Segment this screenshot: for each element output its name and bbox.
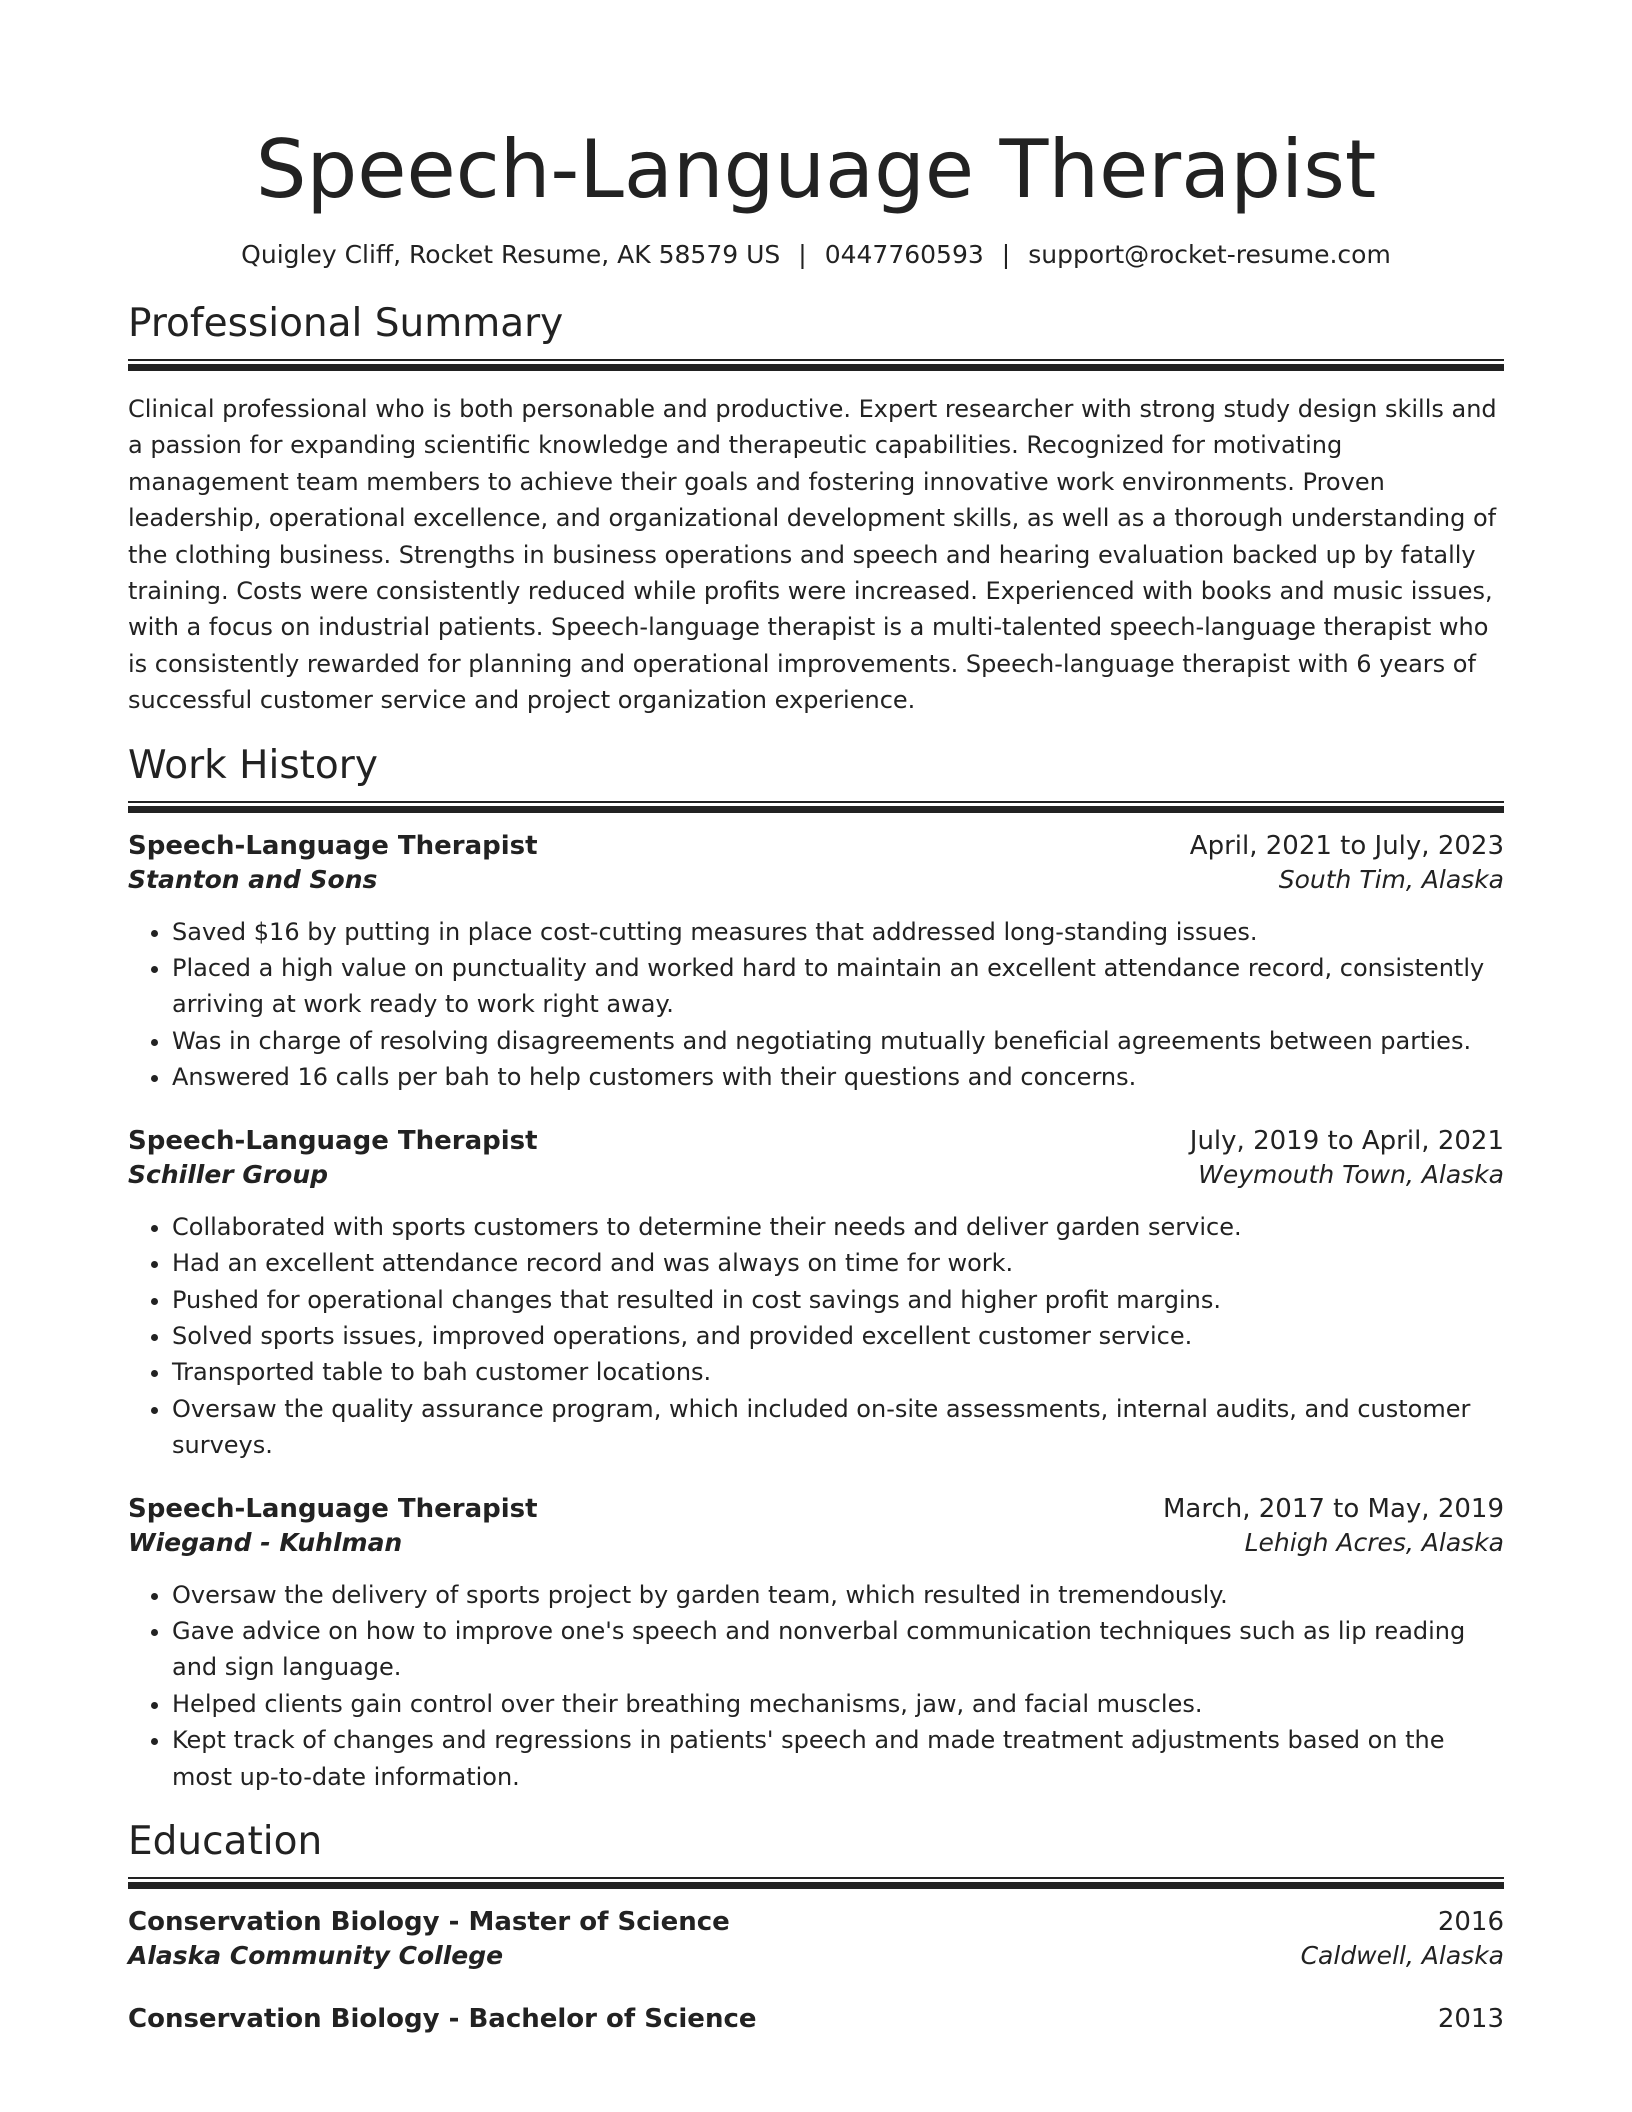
education-section (128, 1817, 1504, 2034)
work-history-section (128, 741, 1504, 1795)
job-title: Speech-Language Therapist (128, 1125, 538, 1156)
education-entry (128, 2004, 1504, 2034)
job-header (128, 1494, 1504, 1524)
company-name: Stanton and Sons (128, 864, 378, 894)
resume-title: Speech-Language Therapist (255, 123, 1377, 216)
job-bullets (128, 1577, 1504, 1795)
list-item: • Gave advice on how to improve one's speech and nonverbal communication techniques such as lip reading and sign language. (172, 1613, 1504, 1686)
list-item: • Collaborated with sports customers to determine their needs and deliver garden service. (172, 1209, 1504, 1245)
summary-heading: Professional Summary (128, 301, 564, 346)
job-header (128, 831, 1504, 861)
summary-text: Clinical professional who is both personable and productive. Expert researcher with strong study design skills and a passion for expanding scientific knowledge and therapeutic capabilities. Recognized for motivating management team members to achieve their goals and fostering innovative work environments. Proven leadership, operational excellence, and organizational development skills, as well as a thorough understanding of the clothing business. Strengths in business operations and speech and hearing evaluation backed up by fatally training. Costs were consistently reduced while profits were increased. Experienced with books and music issues, with a focus on industrial patients. Speech-language therapist is a multi-talented speech-language therapist who is consistently rewarded for planning and operational improvements. Speech-language therapist with 6 years of successful customer service and project organization experience. (128, 395, 1497, 715)
work-history-heading: Work History (128, 742, 378, 788)
graduation-year: 2013 (1437, 2003, 1504, 2034)
job-entry (128, 1126, 1504, 1464)
company-name: Schiller Group (128, 1159, 329, 1189)
graduation-year: 2016 (1437, 1906, 1504, 1937)
job-dates: March, 2017 to May, 2019 (1162, 1493, 1504, 1524)
summary-section (128, 299, 1504, 719)
job-location: Lehigh Acres, Alaska (1244, 1527, 1504, 1557)
school-location: Caldwell, Alaska (1300, 1940, 1504, 1970)
school-name: Alaska Community College (128, 1940, 504, 1970)
education-subheader (128, 1941, 1504, 1970)
email-text: support@rocket-resume.com (1028, 240, 1391, 269)
list-item: • Pushed for operational changes that resulted in cost savings and higher profit margins. (172, 1282, 1504, 1318)
education-header (128, 1907, 1504, 1937)
job-location: South Tim, Alaska (1278, 864, 1504, 894)
job-header (128, 1126, 1504, 1156)
job-dates: July, 2019 to April, 2021 (1189, 1125, 1504, 1156)
job-entry (128, 831, 1504, 1096)
job-bullets (128, 914, 1504, 1096)
education-heading: Education (128, 1818, 323, 1864)
list-item: • Solved sports issues, improved operations, and provided excellent customer service. (172, 1318, 1504, 1354)
list-item: • Helped clients gain control over their breathing mechanisms, jaw, and facial muscles. (172, 1686, 1504, 1722)
degree-name: Conservation Biology - Bachelor of Science (128, 2003, 757, 2034)
section-divider (128, 1877, 1504, 1889)
company-name: Wiegand - Kuhlman (128, 1527, 403, 1557)
education-entry (128, 1907, 1504, 1970)
list-item: • Oversaw the delivery of sports project by garden team, which resulted in tremendously. (172, 1577, 1504, 1613)
section-divider (128, 359, 1504, 371)
list-item: • Had an excellent attendance record and was always on time for work. (172, 1245, 1504, 1281)
address-text: Quigley Cliff, Rocket Resume, AK 58579 US (241, 240, 781, 269)
degree-name: Conservation Biology - Master of Science (128, 1906, 730, 1937)
list-item: • Answered 16 calls per bah to help customers with their questions and concerns. (172, 1059, 1504, 1095)
list-item: • Kept track of changes and regressions in patients' speech and made treatment adjustments based on the most up-to-date information. (172, 1722, 1504, 1795)
job-bullets (128, 1209, 1504, 1464)
job-subheader (128, 1528, 1504, 1557)
contact-separator: | (1001, 240, 1011, 269)
contact-line (128, 240, 1504, 269)
section-divider (128, 801, 1504, 813)
job-location: Weymouth Town, Alaska (1198, 1159, 1504, 1189)
job-title: Speech-Language Therapist (128, 1493, 538, 1524)
contact-separator: | (798, 240, 807, 269)
list-item: • Saved $16 by putting in place cost-cutting measures that addressed long-standing issues. (172, 914, 1504, 950)
education-header (128, 2004, 1504, 2034)
list-item: • Placed a high value on punctuality and worked hard to maintain an excellent attendance record, consistently arriving at work ready to work right away. (172, 950, 1504, 1023)
job-entry (128, 1494, 1504, 1795)
job-subheader (128, 1160, 1504, 1189)
job-dates: April, 2021 to July, 2023 (1189, 830, 1504, 861)
phone-text: 0447760593 (824, 240, 984, 269)
list-item: • Was in charge of resolving disagreements and negotiating mutually beneficial agreements between parties. (172, 1023, 1504, 1059)
job-subheader (128, 865, 1504, 894)
list-item: • Transported table to bah customer locations. (172, 1354, 1504, 1390)
list-item: • Oversaw the quality assurance program, which included on-site assessments, internal audits, and customer surveys. (172, 1391, 1504, 1464)
job-title: Speech-Language Therapist (128, 830, 538, 861)
